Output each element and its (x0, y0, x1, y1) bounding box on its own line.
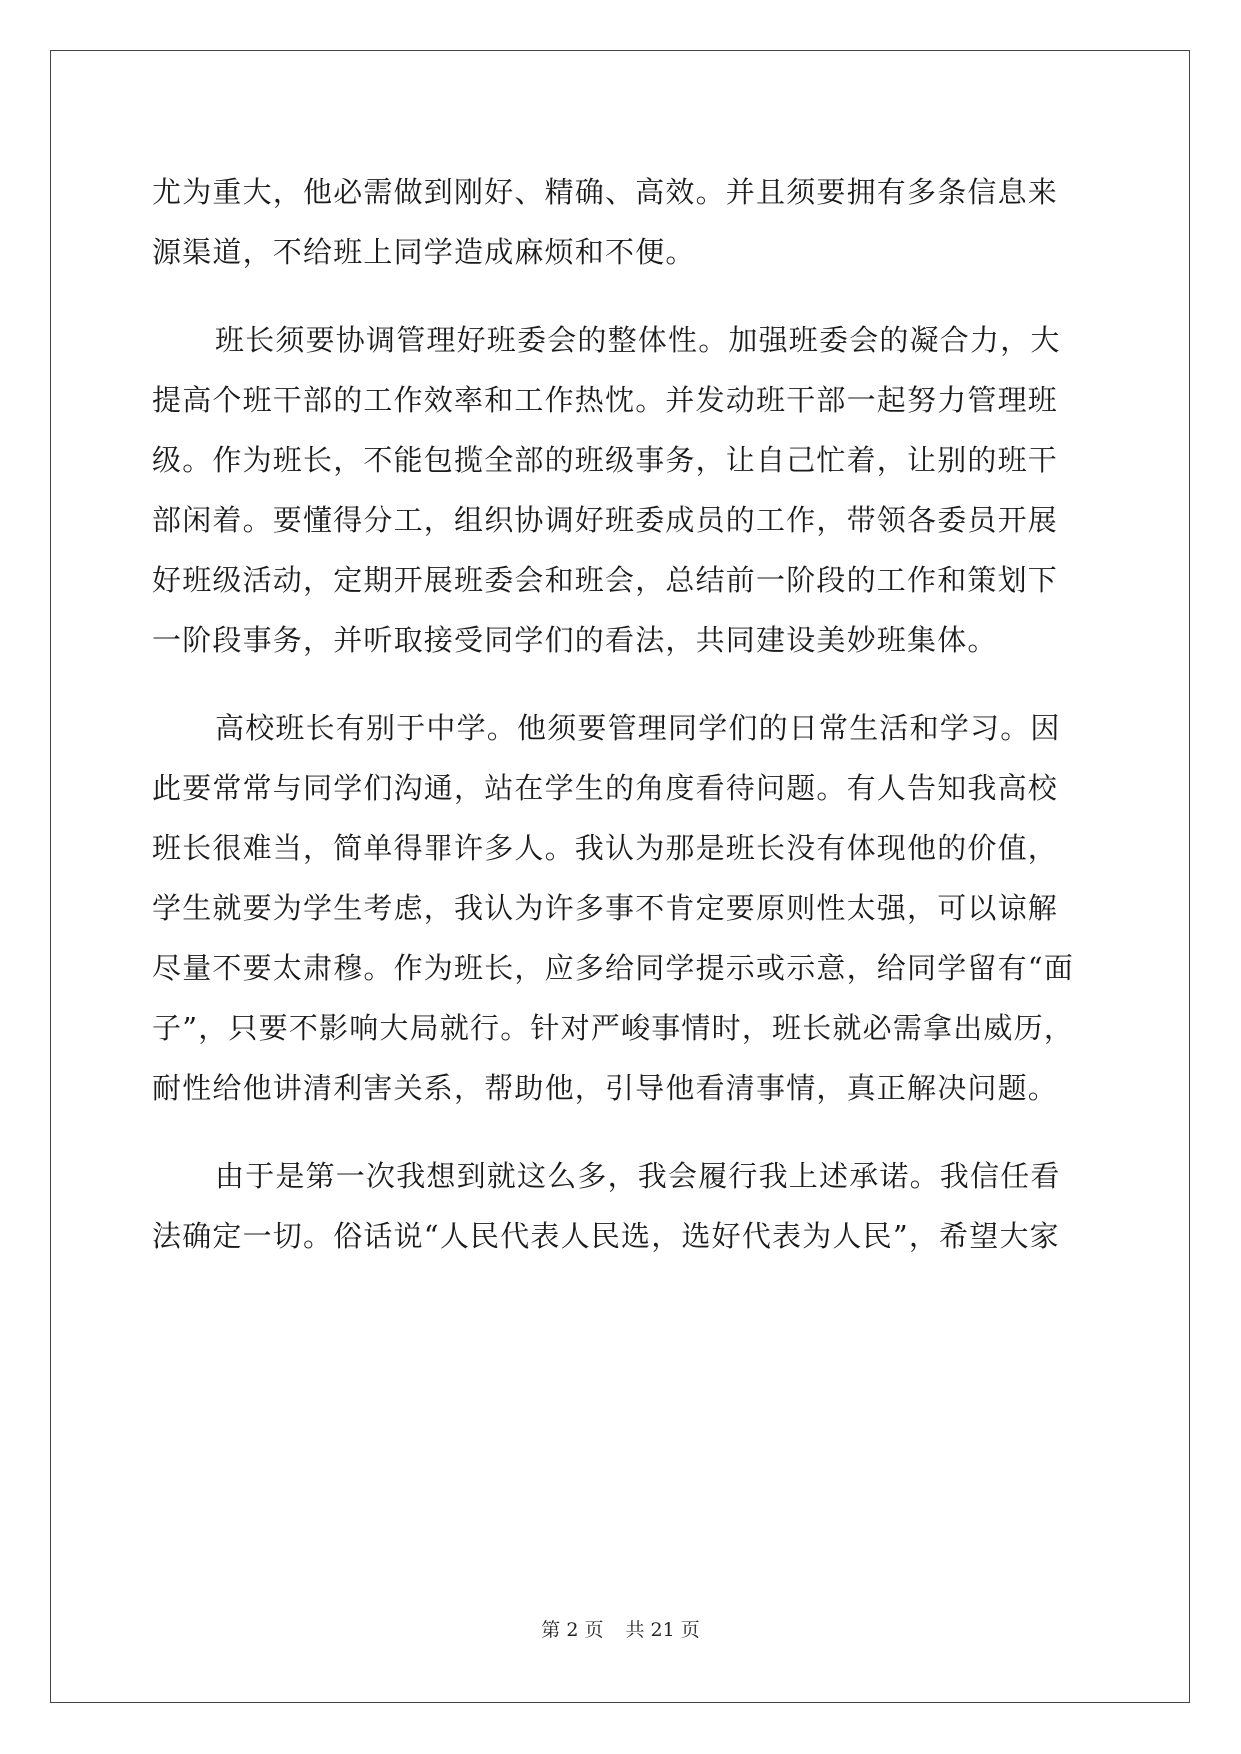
text-line: 此要常常与同学们沟通，站在学生的角度看待问题。有人告知我高校 (152, 771, 1059, 805)
text-line: 级。作为班长，不能包揽全部的班级事务，让自己忙着，让别的班干 (152, 443, 1059, 477)
text-line: 尤为重大，他必需做到刚好、精确、高效。并且须要拥有多条信息来 (152, 175, 1059, 209)
text-line: 一阶段事务，并听取接受同学们的看法，共同建设美妙班集体。 (152, 623, 998, 657)
text-line: 源渠道，不给班上同学造成麻烦和不便。 (152, 235, 696, 269)
text-line: 提高个班干部的工作效率和工作热忱。并发动班干部一起努力管理班 (152, 383, 1059, 417)
text-line: 子”，只要不影响大局就行。针对严峻事情时，班长就必需拿出威历， (152, 1011, 1075, 1045)
text-line: 尽量不要太肃穆。作为班长，应多给同学提示或示意，给同学留有“面 (152, 951, 1075, 985)
text-line: 班长须要协调管理好班委会的整体性。加强班委会的凝合力，大 (215, 323, 1061, 357)
page-total: 共 21 页 (625, 1619, 700, 1641)
page-number: 第 2 页 (541, 1619, 604, 1641)
text-line: 耐性给他讲清利害关系，帮助他，引导他看清事情，真正解决问题。 (152, 1071, 1059, 1105)
text-line: 高校班长有别于中学。他须要管理同学们的日常生活和学习。因 (215, 711, 1061, 745)
text-line: 学生就要为学生考虑，我认为许多事不肯定要原则性太强，可以谅解 (152, 891, 1059, 925)
text-line: 部闲着。要懂得分工，组织协调好班委成员的工作，带领各委员开展 (152, 503, 1059, 537)
text-line: 法确定一切。俗话说“人民代表人民选，选好代表为人民”，希望大家 (152, 1219, 1060, 1253)
text-line: 由于是第一次我想到就这么多，我会履行我上述承诺。我信任看 (215, 1159, 1061, 1193)
text-line: 班长很难当，简单得罪许多人。我认为那是班长没有体现他的价值， (152, 831, 1059, 865)
page-footer (0, 1615, 1241, 1642)
text-line: 好班级活动，定期开展班委会和班会，总结前一阶段的工作和策划下 (152, 563, 1059, 597)
